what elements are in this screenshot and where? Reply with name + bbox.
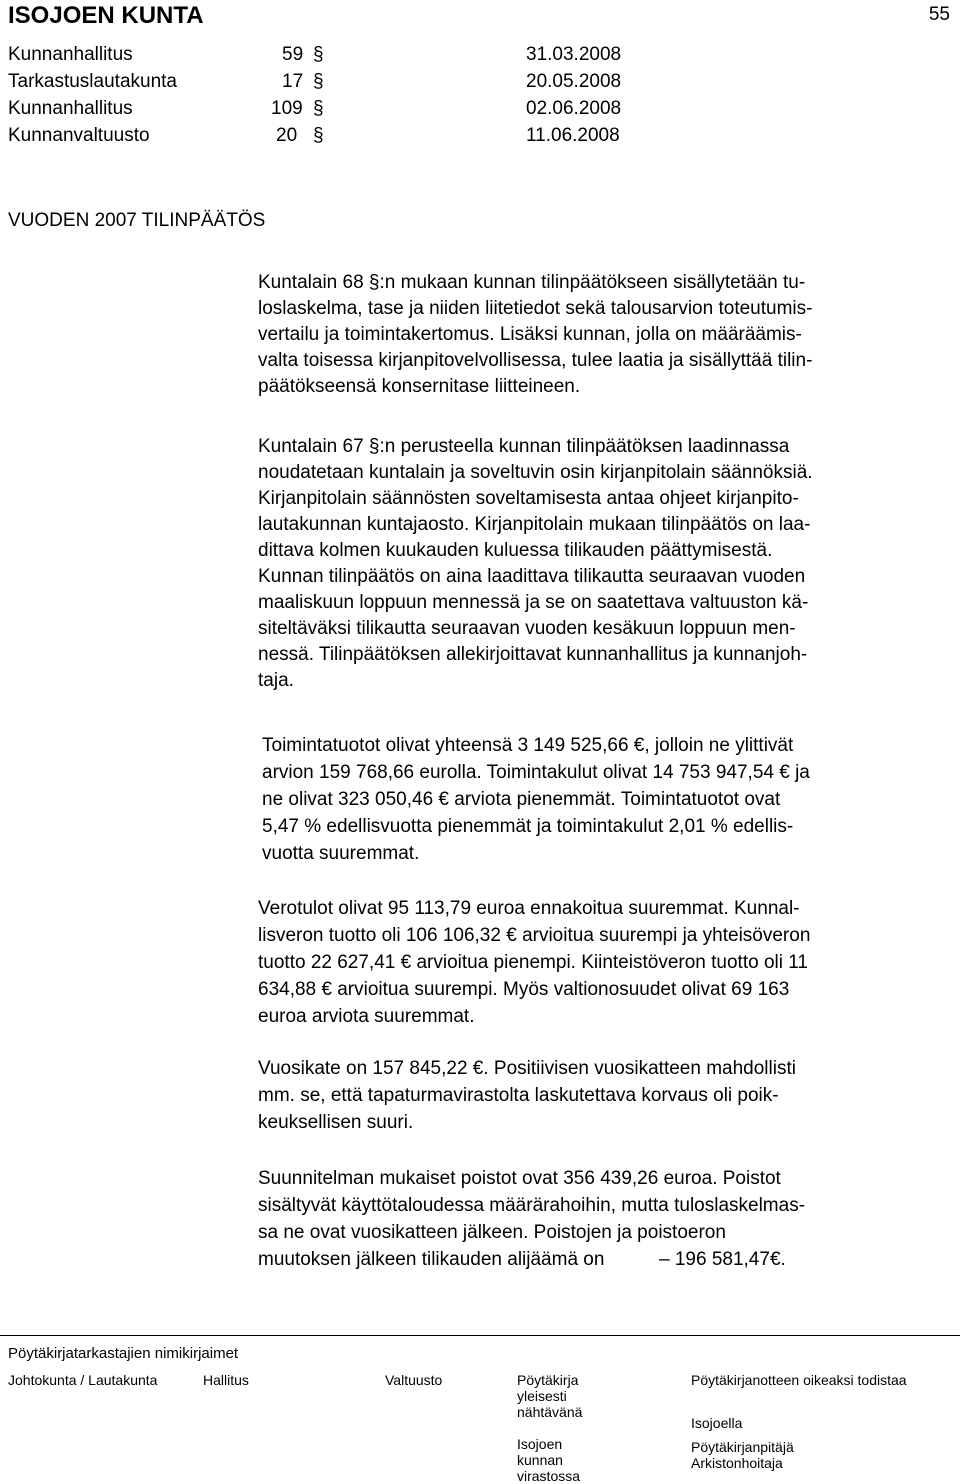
text-line: 634,88 € arvioitua suurempi. Myös valtionosuudet olivat 69 163 xyxy=(258,979,790,1000)
text-line: Suunnitelman mukaiset poistot ovat 356 439,26 euroa. Poistot xyxy=(258,1168,781,1189)
footer-line xyxy=(691,1431,907,1439)
section-title: VUODEN 2007 TILINPÄÄTÖS xyxy=(8,210,266,231)
meeting-row xyxy=(8,122,150,149)
footer-col-council: Valtuusto xyxy=(385,1372,443,1388)
section-sign: § xyxy=(313,44,324,65)
text-line: lautakunnan kuntajaosto. Kirjanpitolain mukaan tilinpäätös on laa- xyxy=(258,514,811,535)
footer-col-certification xyxy=(691,1372,907,1471)
text-line: Kirjanpitolain säännösten soveltamisesta antaa ohjeet kirjanpito- xyxy=(258,488,799,509)
meeting-number: 20 xyxy=(276,125,298,146)
footer-line: Pöytäkirjanpitäjä xyxy=(691,1439,794,1455)
text-line: euroa arviota suuremmat. xyxy=(258,1006,475,1027)
header-title: ISOJOEN KUNTA xyxy=(8,2,204,29)
footer-line: Isojoen xyxy=(517,1436,563,1452)
footer-line: yleisesti xyxy=(517,1388,567,1404)
text-line: vuotta suuremmat. xyxy=(262,843,420,864)
text-line: Vuosikate on 157 845,22 €. Positiivisen vuosikatteen mahdollisti xyxy=(258,1058,796,1079)
footer-line: Pöytäkirjanotteen oikeaksi todistaa xyxy=(691,1372,907,1388)
text-line: noudatetaan kuntalain ja soveltuvin osin kirjanpitolain säännöksiä. xyxy=(258,462,813,483)
footer-line: Isojoella xyxy=(691,1415,743,1431)
footer-line: Pöytäkirja xyxy=(517,1372,579,1388)
text-line: Kuntalain 67 §:n perusteella kunnan tilinpäätöksen laadinnassa xyxy=(258,436,790,457)
footer-line: kunnan xyxy=(517,1452,563,1468)
text-line: valta toisessa kirjanpitovelvollisessa, tulee laatia ja sisällyttää tilin- xyxy=(258,350,813,371)
text-line: tuotto 22 627,41 € arvioitua pienempi. Kiinteistöveron tuotto oli 11 xyxy=(258,952,808,973)
deficit-label: muutoksen jälkeen tilikauden alijäämä on xyxy=(258,1249,605,1270)
meeting-row xyxy=(8,41,133,68)
footer-col-committee: Johtokunta / Lautakunta xyxy=(8,1372,158,1388)
text-line: 5,47 % edellisvuotta pienemmät ja toimintakulut 2,01 % edellis- xyxy=(262,816,794,837)
text-line: sa ne ovat vuosikatteen jälkeen. Poistojen ja poistoeron xyxy=(258,1222,726,1243)
meeting-number: 59 xyxy=(282,44,304,65)
page-number: 55 xyxy=(928,4,950,25)
footer-line xyxy=(691,1404,907,1415)
paragraph-preparation-rules xyxy=(258,434,958,694)
meeting-row xyxy=(8,95,133,122)
section-sign: § xyxy=(313,71,324,92)
text-line: nessä. Tilinpäätöksen allekirjoittavat kunnanhallitus ja kunnanjoh- xyxy=(258,644,808,665)
footer-line xyxy=(691,1388,907,1404)
footer-line xyxy=(517,1420,582,1436)
meeting-body: Tarkastuslautakunta xyxy=(8,71,177,92)
text-line: päätökseensä konsernitase liitteineen. xyxy=(258,376,581,397)
text-line: lisveron tuotto oli 106 106,32 € arvioitua suurempi ja yhteisöveron xyxy=(258,925,811,946)
footer-signatures-label: Pöytäkirjatarkastajien nimikirjaimet xyxy=(8,1345,239,1362)
text-line: Kunnan tilinpäätös on aina laadittava tilikautta seuraavan vuoden xyxy=(258,566,806,587)
meeting-body: Kunnanvaltuusto xyxy=(8,125,150,146)
text-line: Toimintatuotot olivat yhteensä 3 149 525,66 €, jolloin ne ylittivät xyxy=(262,735,794,756)
meeting-number: 17 xyxy=(282,71,304,92)
text-line: sisältyvät käyttötaloudessa määrärahoihin, mutta tuloslaskelmas- xyxy=(258,1195,806,1216)
text-line: dittava kolmen kuukauden kuluessa tilikauden päättymisestä. xyxy=(258,540,773,561)
meeting-date: 20.05.2008 xyxy=(526,71,622,92)
meeting-row xyxy=(8,68,177,95)
section-sign: § xyxy=(313,125,324,146)
text-line: loslaskelma, tase ja niiden liitetiedot sekä talousarvion toteutumis- xyxy=(258,298,813,319)
paragraph-operating-income xyxy=(262,732,960,867)
text-line: taja. xyxy=(258,670,294,691)
meeting-body: Kunnanhallitus xyxy=(8,44,133,65)
meeting-date: 11.06.2008 xyxy=(526,125,620,146)
text-line xyxy=(258,1246,958,1273)
text-line: arvion 159 768,66 eurolla. Toimintakulut olivat 14 753 947,54 € ja xyxy=(262,762,810,783)
footer-line: virastossa xyxy=(517,1468,581,1484)
text-line: vertailu ja toimintakertomus. Lisäksi kunnan, jolla on määräämis- xyxy=(258,324,802,345)
paragraph-legal-basis xyxy=(258,270,958,400)
footer-line: Arkistonhoitaja xyxy=(691,1455,783,1471)
section-sign: § xyxy=(313,98,324,119)
footer-line: nähtävänä xyxy=(517,1404,583,1420)
meeting-date: 31.03.2008 xyxy=(526,44,622,65)
deficit-value: – 196 581,47€. xyxy=(659,1249,786,1270)
text-line: siteltäväksi tilikautta seuraavan vuoden kesäkuun loppuun men- xyxy=(258,618,796,639)
paragraph-tax-revenue xyxy=(258,895,958,1030)
meeting-body: Kunnanhallitus xyxy=(8,98,133,119)
text-line: Kuntalain 68 §:n mukaan kunnan tilinpäätökseen sisällytetään tu- xyxy=(258,272,806,293)
footer-col-board: Hallitus xyxy=(203,1372,249,1388)
text-line: Verotulot olivat 95 113,79 euroa ennakoitua suuremmat. Kunnal- xyxy=(258,898,800,919)
footer-divider xyxy=(0,1335,960,1336)
text-line: keuksellisen suuri. xyxy=(258,1112,414,1133)
text-line: mm. se, että tapaturmavirastolta laskutettava korvaus oli poik- xyxy=(258,1085,779,1106)
paragraph-annual-margin xyxy=(258,1055,958,1136)
meeting-date: 02.06.2008 xyxy=(526,98,622,119)
meeting-number: 109 xyxy=(271,98,303,119)
paragraph-depreciation xyxy=(258,1165,958,1273)
text-line: maaliskuun loppuun mennessä ja se on saatettava valtuuston kä- xyxy=(258,592,809,613)
footer-col-public-notice xyxy=(517,1372,582,1484)
text-line: ne olivat 323 050,46 € arviota pienemmät. Toimintatuotot ovat xyxy=(262,789,781,810)
